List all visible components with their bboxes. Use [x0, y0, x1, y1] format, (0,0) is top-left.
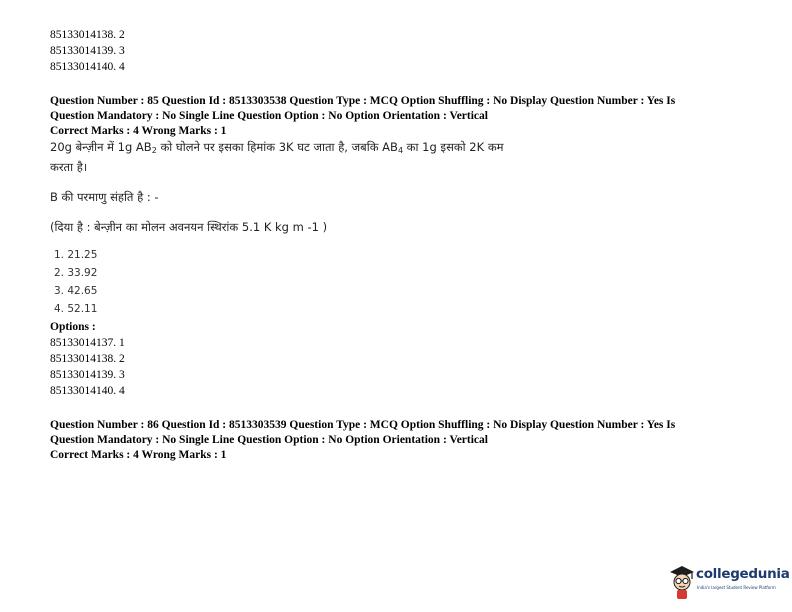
- marks-line: Correct Marks : 4 Wrong Marks : 1: [50, 449, 227, 461]
- question-prompt: B की परमाणु संहति है : -: [50, 190, 159, 204]
- mascot-icon: [667, 563, 697, 601]
- question-85-block: [50, 94, 750, 399]
- marks-line: Correct Marks : 4 Wrong Marks : 1: [50, 125, 227, 137]
- page-content: [50, 27, 750, 463]
- question-86-block: [50, 418, 750, 463]
- option-line: 85133014139. 3: [50, 45, 125, 57]
- logo-wordmark: collegedunia: [696, 566, 790, 582]
- question-text-line2: करता है।: [50, 160, 88, 174]
- answer-choice: 4. 52.11: [54, 303, 98, 315]
- answer-choice: 3. 42.65: [54, 285, 98, 297]
- logo-tagline: India's largest Student Review Platform: [697, 585, 776, 590]
- question-header-line1: Question Number : 86 Question Id : 8513303539 Question Type : MCQ Option Shuffling : No Display Question Number : Yes Is: [50, 419, 676, 431]
- question-header-line1: Question Number : 85 Question Id : 8513303538 Question Type : MCQ Option Shuffling : No Display Question Number : Yes Is: [50, 95, 676, 107]
- collegedunia-logo: [667, 563, 790, 603]
- given-data: (दिया है : बेन्ज़ीन का मोलन अवनयन स्थिरांक 5.1 K kg m -1 ): [50, 220, 328, 234]
- option-line: 85133014140. 4: [50, 385, 125, 397]
- option-line: 85133014138. 2: [50, 353, 125, 365]
- answer-choice: 2. 33.92: [54, 267, 98, 279]
- question-header-line2: Question Mandatory : No Single Line Question Option : No Option Orientation : Vertical: [50, 434, 488, 446]
- answer-choice: 1. 21.25: [54, 249, 98, 261]
- option-line: 85133014139. 3: [50, 369, 125, 381]
- options-label: Options :: [50, 321, 96, 333]
- question-header-line2: Question Mandatory : No Single Line Question Option : No Option Orientation : Vertical: [50, 110, 488, 122]
- option-line: 85133014138. 2: [50, 29, 125, 41]
- option-line: 85133014137. 1: [50, 337, 125, 349]
- previous-options-list: [50, 27, 750, 75]
- option-line: 85133014140. 4: [50, 61, 125, 73]
- question-text-line1: 20g बेन्ज़ीन में 1g $AB_2$ को घोलने पर इसका हिमांक 3K घट जाता है, जबकि $AB_4$ का 1g इसको 2K कम: [50, 140, 504, 155]
- answer-choices: [50, 246, 750, 318]
